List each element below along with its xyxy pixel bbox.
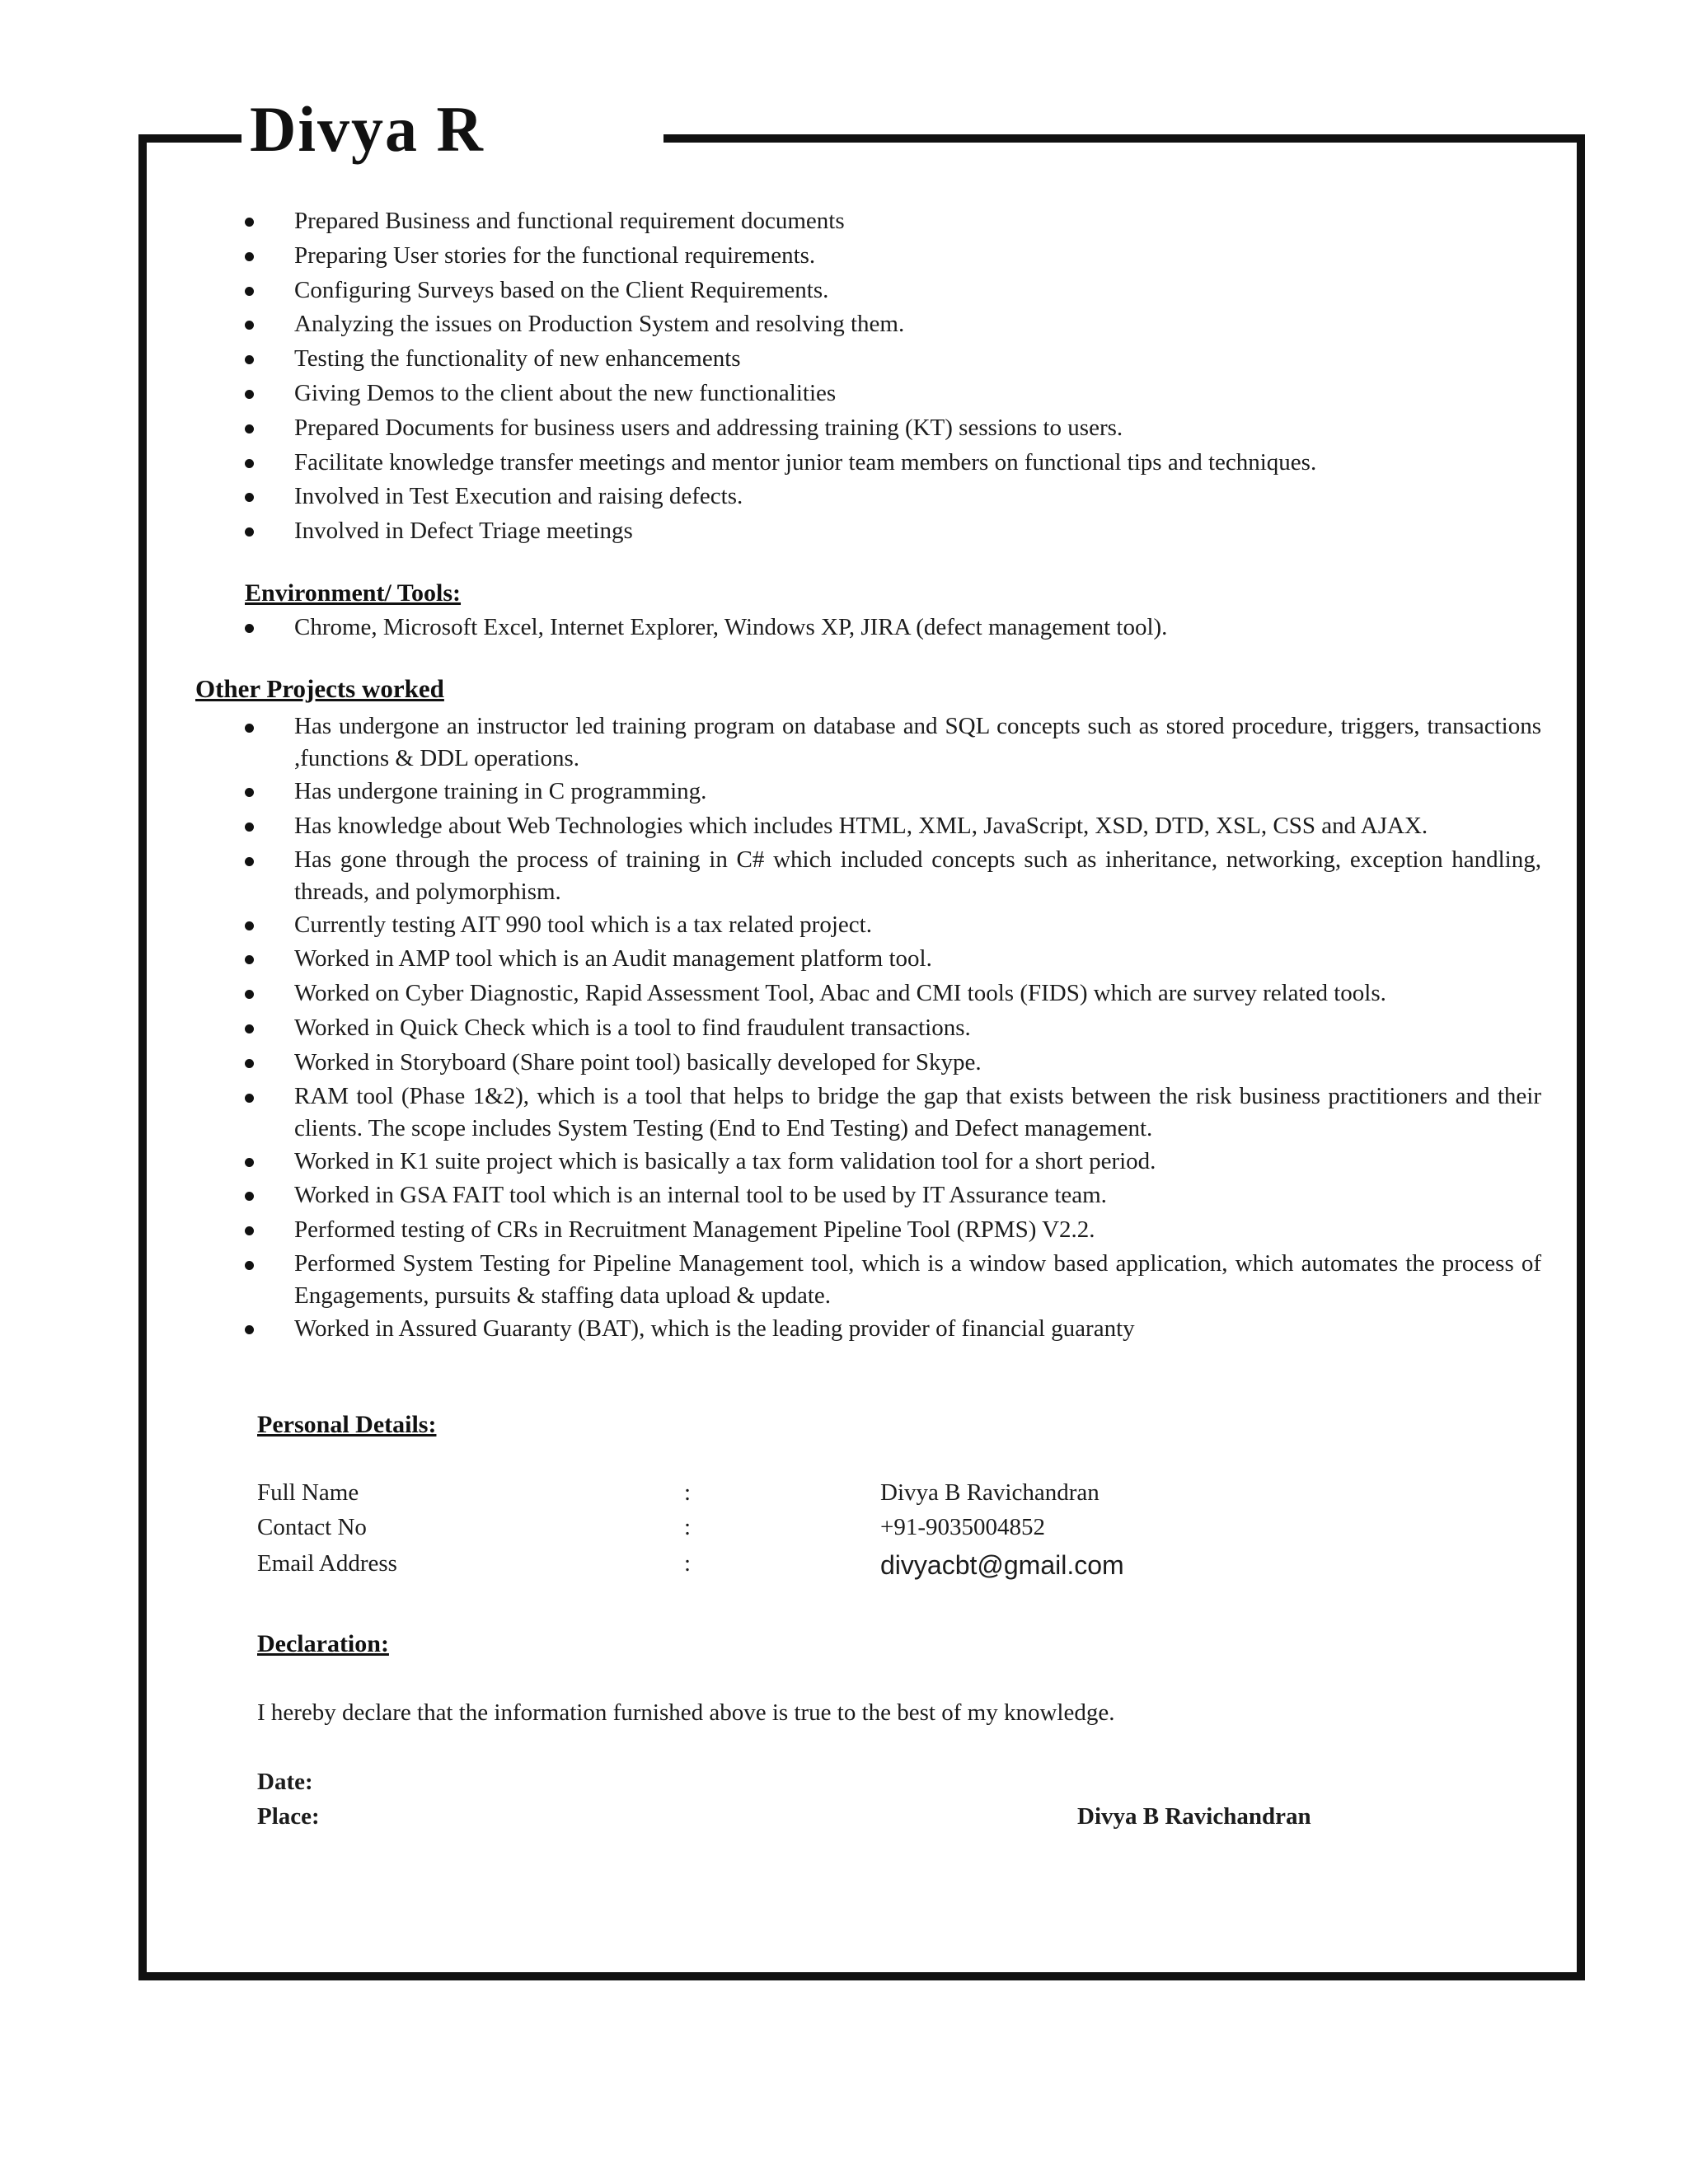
frame-top-right-line bbox=[663, 134, 1585, 143]
bullet-icon bbox=[245, 321, 254, 330]
list-item: Configuring Surveys based on the Client Requirements. bbox=[0, 274, 1541, 308]
bullet-icon bbox=[245, 218, 254, 227]
full-name-value: Divya B Ravichandran bbox=[880, 1479, 1100, 1506]
bullet-icon bbox=[245, 493, 254, 502]
separator: : bbox=[684, 1479, 692, 1506]
list-item: Prepared Business and functional requirement documents bbox=[0, 204, 1541, 239]
bullet-icon bbox=[245, 527, 254, 537]
list-item: Prepared Documents for business users and addressing training (KT) sessions to users. bbox=[0, 411, 1541, 446]
email-address-value: divyacbt@gmail.com bbox=[880, 1550, 1124, 1580]
environment-heading: Environment/ Tools: bbox=[245, 579, 462, 607]
full-name-label: Full Name bbox=[257, 1479, 359, 1506]
list-item: Worked in Assured Guaranty (BAT), which is the leading provider of financial guaranty bbox=[0, 1312, 1541, 1347]
responsibilities-list bbox=[0, 204, 1541, 549]
list-item: Has undergone an instructor led training program on database and SQL concepts such as stored procedure, triggers, transactions ,functions & DDL operations. bbox=[0, 710, 1541, 775]
list-item: Preparing User stories for the functional requirements. bbox=[0, 239, 1541, 274]
candidate-name: Divya R bbox=[250, 93, 485, 165]
date-label: Date: bbox=[257, 1769, 313, 1795]
bullet-icon bbox=[245, 287, 254, 296]
separator: : bbox=[684, 1514, 692, 1540]
place-label: Place: bbox=[257, 1803, 320, 1830]
bullet-icon bbox=[245, 823, 254, 832]
frame-bottom-line bbox=[138, 1972, 1585, 1980]
bullet-icon bbox=[245, 1261, 254, 1270]
other-projects-heading: Other Projects worked bbox=[195, 674, 444, 703]
bullet-icon bbox=[245, 1325, 254, 1334]
list-item: Worked on Cyber Diagnostic, Rapid Assessment Tool, Abac and CMI tools (FIDS) which are survey related tools. bbox=[0, 977, 1541, 1011]
signature-name: Divya B Ravichandran bbox=[1077, 1803, 1311, 1830]
other-projects-list bbox=[0, 710, 1541, 1347]
list-item: Analyzing the issues on Production System and resolving them. bbox=[0, 307, 1541, 342]
list-item: Has gone through the process of training in C# which included concepts such as inheritance, networking, exception handling, threads, and polymorphism. bbox=[0, 844, 1541, 908]
bullet-icon bbox=[245, 424, 254, 434]
list-item: Performed testing of CRs in Recruitment Management Pipeline Tool (RPMS) V2.2. bbox=[0, 1213, 1541, 1248]
list-item: Currently testing AIT 990 tool which is a tax related project. bbox=[0, 908, 1541, 943]
email-address-label: Email Address bbox=[257, 1550, 397, 1577]
bullet-icon bbox=[245, 1059, 254, 1068]
list-item: Performed System Testing for Pipeline Management tool, which is a window based application, which automates the process of Engagements, pursuits & staffing data upload & update. bbox=[0, 1248, 1541, 1312]
bullet-icon bbox=[245, 1024, 254, 1033]
list-item: Facilitate knowledge transfer meetings and mentor junior team members on functional tips and techniques. bbox=[0, 446, 1541, 480]
list-item: Worked in Quick Check which is a tool to find fraudulent transactions. bbox=[0, 1011, 1541, 1046]
bullet-icon bbox=[245, 1158, 254, 1167]
bullet-icon bbox=[245, 355, 254, 364]
contact-no-label: Contact No bbox=[257, 1514, 367, 1540]
bullet-icon bbox=[245, 624, 254, 633]
bullet-icon bbox=[245, 1226, 254, 1235]
frame-top-left-line bbox=[140, 134, 241, 143]
bullet-icon bbox=[245, 921, 254, 930]
list-item: Testing the functionality of new enhancements bbox=[0, 342, 1541, 377]
bullet-icon bbox=[245, 1094, 254, 1103]
frame-right-line bbox=[1577, 134, 1585, 1980]
bullet-icon bbox=[245, 955, 254, 964]
list-item: Chrome, Microsoft Excel, Internet Explorer, Windows XP, JIRA (defect management tool). bbox=[0, 611, 1541, 645]
personal-details-heading: Personal Details: bbox=[257, 1411, 437, 1438]
list-item: Giving Demos to the client about the new functionalities bbox=[0, 377, 1541, 411]
bullet-icon bbox=[245, 252, 254, 261]
list-item: Worked in AMP tool which is an Audit management platform tool. bbox=[0, 942, 1541, 977]
list-item: Worked in GSA FAIT tool which is an internal tool to be used by IT Assurance team. bbox=[0, 1179, 1541, 1213]
declaration-heading: Declaration: bbox=[257, 1630, 389, 1657]
bullet-icon bbox=[245, 390, 254, 399]
bullet-icon bbox=[245, 724, 254, 733]
declaration-text: I hereby declare that the information furnished above is true to the best of my knowledge. bbox=[257, 1699, 1115, 1726]
environment-list bbox=[0, 611, 1541, 645]
list-item: Has knowledge about Web Technologies which includes HTML, XML, JavaScript, XSD, DTD, XSL, CSS and AJAX. bbox=[0, 809, 1541, 844]
list-item: Involved in Defect Triage meetings bbox=[0, 514, 1541, 549]
bullet-icon bbox=[245, 459, 254, 468]
contact-no-value: +91-9035004852 bbox=[880, 1514, 1046, 1540]
list-item: Worked in Storyboard (Share point tool) basically developed for Skype. bbox=[0, 1046, 1541, 1080]
separator: : bbox=[684, 1550, 692, 1577]
bullet-icon bbox=[245, 1192, 254, 1201]
bullet-icon bbox=[245, 788, 254, 797]
list-item: Has undergone training in C programming. bbox=[0, 775, 1541, 809]
bullet-icon bbox=[245, 990, 254, 999]
list-item: Involved in Test Execution and raising defects. bbox=[0, 480, 1541, 514]
list-item: Worked in K1 suite project which is basically a tax form validation tool for a short period. bbox=[0, 1145, 1541, 1179]
bullet-icon bbox=[245, 857, 254, 866]
list-item: RAM tool (Phase 1&2), which is a tool that helps to bridge the gap that exists between the risk business practitioners and their clients. The scope includes System Testing (End to End Testing) and Defect management. bbox=[0, 1080, 1541, 1145]
